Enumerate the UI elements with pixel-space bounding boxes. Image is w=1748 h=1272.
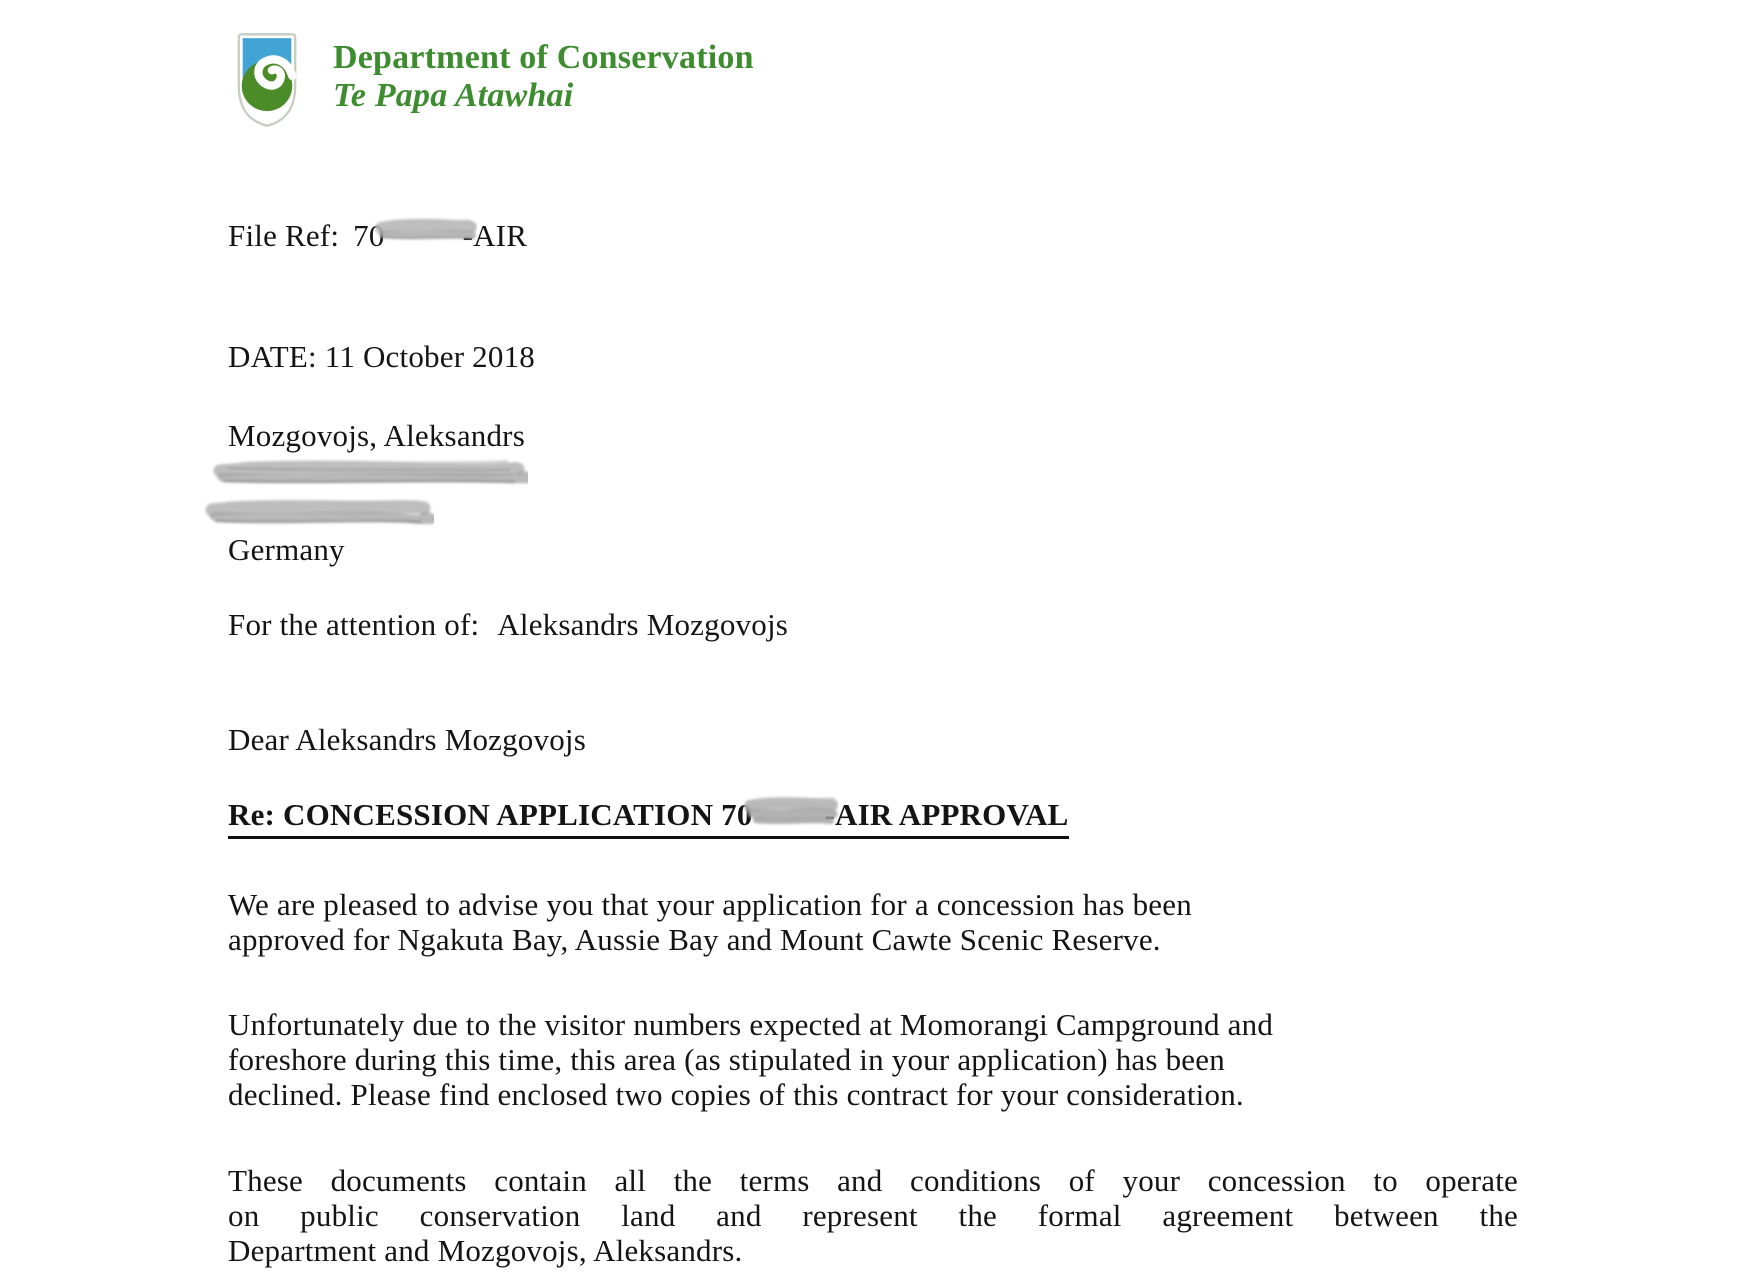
org-name-maori: Te Papa Atawhai	[333, 77, 574, 115]
redaction-scribble-icon	[375, 213, 477, 245]
subject-suffix: -AIR APPROVAL	[824, 797, 1069, 832]
file-ref-number-suffix: -AIR	[462, 218, 528, 253]
file-ref-redaction	[385, 215, 463, 246]
subject-prefix: Re: CONCESSION APPLICATION 70	[228, 797, 753, 832]
paragraph-line: Unfortunately due to the visitor numbers expected at Momorangi Campground and	[228, 1007, 1274, 1042]
paragraph-approval	[228, 887, 1518, 957]
subject-line	[228, 794, 1528, 839]
subject-text	[228, 794, 1069, 839]
paragraph-line: approved for Ngakuta Bay, Aussie Bay and Mount Cawte Scenic Reserve.	[228, 922, 1161, 957]
salutation: Dear Aleksandrs Mozgovojs	[228, 722, 586, 757]
file-ref-label: File Ref:	[228, 218, 340, 253]
paragraph-documents	[228, 1163, 1518, 1268]
file-ref-number-prefix: 70	[353, 218, 385, 253]
file-ref-line	[228, 215, 1528, 253]
subject-redaction	[753, 794, 825, 825]
paragraph-declined	[228, 1007, 1518, 1112]
redacted-address-line-1	[210, 455, 528, 491]
recipient-country: Germany	[228, 532, 345, 567]
attention-line	[228, 607, 1528, 642]
paragraph-line: on public conservation land and represent the formal agreement between the	[228, 1198, 1518, 1233]
date-line: DATE: 11 October 2018	[228, 339, 535, 374]
redacted-address-line-2	[204, 494, 434, 530]
paragraph-line: We are pleased to advise you that your application for a concession has been	[228, 887, 1192, 922]
attention-name: Aleksandrs Mozgovojs	[497, 607, 789, 642]
org-name: Department of Conservation	[333, 39, 754, 76]
doc-koru-shield-icon	[232, 30, 302, 129]
org-title-block	[333, 39, 754, 115]
paragraph-line: declined. Please find enclosed two copies of this contract for your consideration.	[228, 1077, 1244, 1112]
redaction-scribble-icon	[743, 792, 839, 828]
paragraph-line: These documents contain all the terms and conditions of your concession to operate	[228, 1163, 1518, 1198]
paragraph-line: Department and Mozgovojs, Aleksandrs.	[228, 1233, 743, 1268]
letterhead	[232, 30, 1528, 129]
attention-label: For the attention of:	[228, 607, 480, 642]
paragraph-line: foreshore during this time, this area (as stipulated in your application) has been	[228, 1042, 1225, 1077]
recipient-name: Mozgovojs, Aleksandrs	[228, 418, 525, 453]
